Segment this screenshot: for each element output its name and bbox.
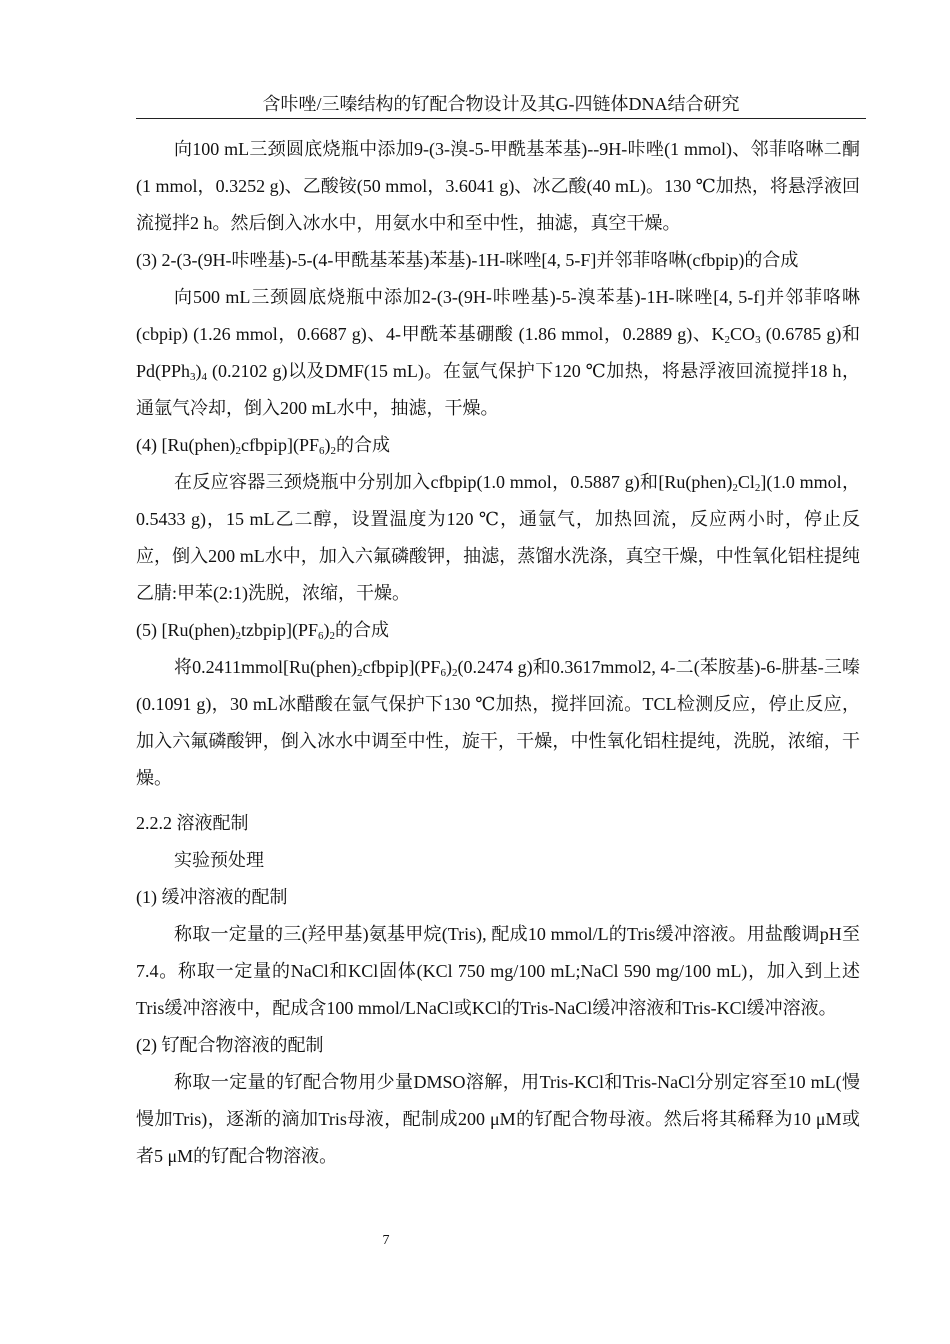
text-segment: 将0.2411mmol[Ru(phen) [174, 657, 357, 677]
paragraph-step3-procedure [136, 279, 860, 427]
text-segment: ) [323, 620, 330, 640]
text-segment: Cl [737, 472, 755, 492]
text-segment: cfbpip](PF [362, 657, 441, 677]
heading-step4-complex-synthesis [136, 427, 860, 464]
text-segment: 在反应容器三颈烧瓶中分别加入cfbpip(1.0 mmol，0.5887 g)和[Ru(phen) [174, 472, 733, 492]
subscript: 2 [329, 630, 335, 642]
subscript: 2 [330, 445, 336, 457]
subscript: 2 [451, 667, 458, 679]
subsection-intro: 实验预处理 [174, 850, 264, 870]
header-divider [136, 118, 866, 119]
text-segment: tzbpip](PF [240, 620, 318, 640]
heading-step3-cfbpip-synthesis: (3) 2-(3-(9H-咔唑基)-5-(4-甲酰基苯基)苯基)-1H-咪唑[4, 5-F]并邻菲咯啉(cfbpip)的合成 [136, 250, 799, 270]
subscript: 6 [440, 667, 446, 679]
text-segment: 的合成 [335, 435, 390, 455]
text-segment: (5) [Ru(phen) [136, 620, 236, 640]
paragraph-step4-procedure [136, 464, 860, 612]
text-segment: (0.2102 g)以及DMF(15 mL)。在氩气保护下120 ℃加热，将悬浮液回流搅拌18 h，通氩气冷却，倒入200 mL水中，抽滤，干燥。 [136, 361, 860, 418]
subscript: 4 [201, 371, 208, 383]
text-segment: ) [445, 657, 452, 677]
text-segment: (4) [Ru(phen) [136, 435, 236, 455]
text-segment: ](1.0 mmol，0.5433 g)，15 mL乙二醇，设置温度为120 ℃，通氩气，加热回流，反应两小时，停止反应，倒入200 mL水中，加入六氟磷酸钾，抽滤，蒸馏水洗涤，真空干燥，中性氧化铝柱提纯乙腈:甲苯(2:1)洗脱，浓缩，干燥。 [136, 472, 860, 603]
subscript: 2 [724, 334, 731, 346]
paragraph-buffer-procedure: 称取一定量的三(羟甲基)氨基甲烷(Tris), 配成10 mmol/L的Tris缓冲溶液。用盐酸调pH至7.4。称取一定量的NaCl和KCl固体(KCl 750 mg/100 mL;NaCl 590 mg/100 mL)，加入到上述Tris缓冲溶液中，配成含100 mmol/LNaCl或KCl的Tris-NaCl缓冲溶液和Tris-KCl缓冲溶液。 [136, 924, 860, 1018]
text-segment: 向500 mL三颈圆底烧瓶中添加2-(3-(9H-咔唑基)-5-溴苯基)-1H-咪唑[4, 5-f]并邻菲咯啉(cbpip) (1.26 mmol，0.6687 g)、4-甲酰苯基硼酸 (1.86 mmol，0.2889 g)、K [136, 287, 860, 344]
subscript: 2 [356, 667, 363, 679]
subscript: 6 [317, 630, 324, 642]
subscript: 6 [318, 445, 325, 457]
subscript: 2 [754, 482, 761, 494]
heading-buffer-preparation: (1) 缓冲溶液的配制 [136, 887, 288, 907]
subscript: 2 [235, 445, 241, 457]
subscript: 3 [190, 371, 196, 383]
text-segment: ) [324, 435, 331, 455]
text-segment: (0.6785 g)和Pd(PPh [136, 324, 860, 381]
text-segment: CO [730, 324, 756, 344]
running-header: 含咔唑/三嗪结构的钌配合物设计及其G-四链体DNA结合研究 [262, 94, 740, 114]
text-segment: (0.2474 g)和0.3617mmol2, 4-二(苯胺基)-6-肼基-三嗪(0.1091 g)，30 mL冰醋酸在氩气保护下130 ℃加热，搅拌回流。TCL检测反应，停止反应，加入六氟磷酸钾，倒入冰水中调至中性，旋干，干燥，中性氧化铝柱提纯，洗脱，浓缩，干燥。 [136, 657, 860, 788]
paragraph-step5-procedure [136, 649, 860, 797]
page-number: 7 [382, 1233, 390, 1248]
document-body [136, 131, 860, 1175]
paragraph-ru-solution-procedure: 称取一定量的钌配合物用少量DMSO溶解，用Tris-KCl和Tris-NaCl分别定容至10 mL(慢慢加Tris)，逐渐的滴加Tris母液，配制成200 μM的钌配合物母液。然后将其稀释为10 μM或者5 μM的钌配合物溶液。 [136, 1072, 860, 1166]
text-segment: ) [195, 361, 202, 381]
subscript: 3 [755, 334, 761, 346]
heading-step5-complex-synthesis [136, 612, 860, 649]
paragraph-step2-procedure: 向100 mL三颈圆底烧瓶中添加9-(3-溴-5-甲酰基苯基)--9H-咔唑(1 mmol)、邻菲咯啉二酮(1 mmol，0.3252 g)、乙酸铵(50 mmol，3.6041 g)、冰乙酸(40 mL)。130 ℃加热，将悬浮液回流搅拌2 h。然后倒入冰水中，用氨水中和至中性，抽滤，真空干燥。 [136, 139, 860, 233]
section-title-solution-preparation: 2.2.2 溶液配制 [136, 813, 249, 833]
subscript: 2 [732, 482, 738, 494]
subscript: 2 [235, 630, 241, 642]
text-segment: cfbpip](PF [240, 435, 319, 455]
heading-ru-solution-preparation: (2) 钌配合物溶液的配制 [136, 1035, 324, 1055]
text-segment: 的合成 [334, 620, 389, 640]
